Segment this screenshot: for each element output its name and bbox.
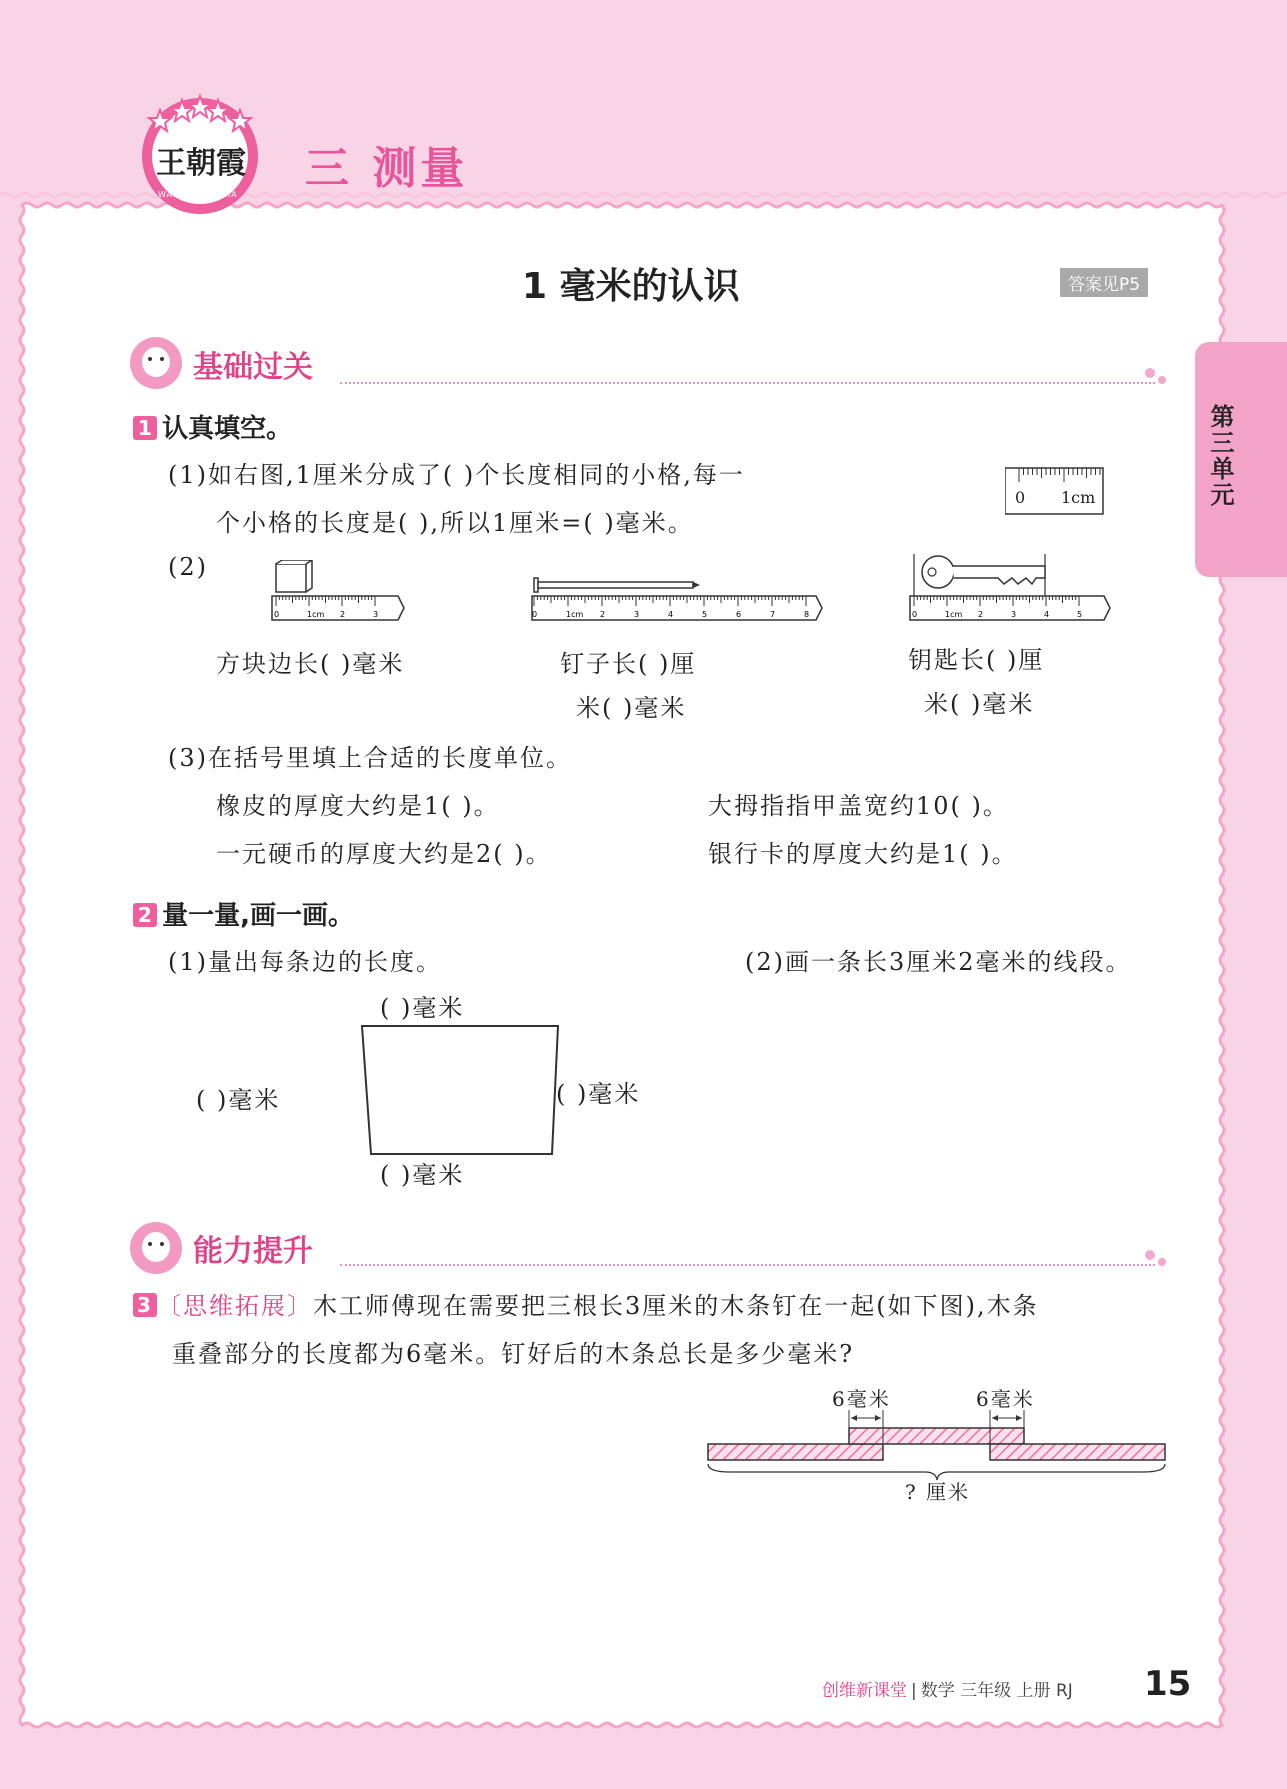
ruler-label: 3 <box>373 610 379 619</box>
section-divider <box>340 382 1155 384</box>
ruler-label: 0 <box>532 610 538 619</box>
logo-ring-text: WANG ZHAO XIA <box>158 190 238 199</box>
decor-dot <box>1145 368 1155 378</box>
ruler-label: 1cm <box>307 610 325 619</box>
section-divider <box>340 1264 1155 1266</box>
ruler-with-block <box>270 560 410 632</box>
q1-part3-title: (3)在括号里填上合适的长度单位。 <box>168 744 572 772</box>
overlap-label-1: 6毫米 <box>832 1387 891 1411</box>
ruler-label: 1cm <box>566 610 584 619</box>
question-3-text-1: 木工师傅现在需要把三根长3厘米的木条钉在一起(如下图),木条 <box>313 1292 1039 1320</box>
footer-subject: 数学 三年级 上册 RJ <box>920 1681 1073 1701</box>
question-tag: 〔思维拓展〕 <box>157 1292 313 1320</box>
ruler-label: 5 <box>702 610 708 619</box>
ruler-diagram-1cm <box>1005 466 1105 518</box>
ruler-label: 4 <box>668 610 674 619</box>
nail-length-line1: 钉子长( )厘 <box>560 650 697 678</box>
question-number: 1 <box>133 416 157 440</box>
ruler-label: 2 <box>340 610 346 619</box>
question-number: 2 <box>133 903 157 927</box>
overlap-label-2: 6毫米 <box>976 1387 1035 1411</box>
nail-length-line2: 米( )毫米 <box>576 694 687 722</box>
q1-part3-d: 银行卡的厚度大约是1( )。 <box>708 840 1018 868</box>
question-title: 认真填空。 <box>162 414 293 444</box>
q1-part2-label: (2) <box>168 553 208 581</box>
trapezoid-top-blank: ( )毫米 <box>380 994 465 1022</box>
block-length-blank: 方块边长( )毫米 <box>216 650 405 678</box>
ruler-label-0: 0 <box>1015 488 1026 507</box>
ruler-with-key <box>908 552 1113 632</box>
section-title-advanced: 能力提升 <box>193 1234 313 1269</box>
ruler-label: 0 <box>912 610 918 619</box>
ruler-label: 5 <box>1077 610 1083 619</box>
question-title: 量一量,画一画。 <box>162 901 354 931</box>
ruler-label: 0 <box>274 610 280 619</box>
trapezoid-left-blank: ( )毫米 <box>196 1086 281 1114</box>
footer-brand: 创维新课堂 <box>822 1681 907 1701</box>
decor-dot <box>1145 1250 1155 1260</box>
trapezoid-figure <box>355 1020 565 1160</box>
mascot-icon <box>130 1222 182 1274</box>
ruler-label: 6 <box>736 610 742 619</box>
question-2-heading <box>133 895 354 932</box>
q1-part3-b: 大拇指指甲盖宽约10( )。 <box>708 792 1009 820</box>
trapezoid-bottom-blank: ( )毫米 <box>380 1161 465 1189</box>
ruler-with-nail <box>530 572 825 632</box>
q2-part2: (2)画一条长3厘米2毫米的线段。 <box>745 948 1132 976</box>
trapezoid-right-blank: ( )毫米 <box>556 1080 641 1108</box>
ruler-label: 4 <box>1044 610 1050 619</box>
q1-part3-c: 一元硬币的厚度大约是2( )。 <box>216 840 552 868</box>
page-number: 15 <box>1144 1664 1192 1704</box>
ruler-label: 7 <box>770 610 776 619</box>
question-3-line1 <box>133 1286 1039 1321</box>
section-title-basic: 基础过关 <box>193 350 313 385</box>
footer-series: 创维新课堂 | 数学 三年级 上册 RJ <box>822 1681 1073 1701</box>
total-length-label: ? 厘米 <box>905 1480 971 1504</box>
brand-logo <box>138 92 263 217</box>
ruler-label: 3 <box>1011 610 1017 619</box>
question-number: 3 <box>133 1293 157 1317</box>
unit-title: 三 测量 <box>305 143 469 194</box>
answer-reference-badge: 答案见P5 <box>1060 268 1148 297</box>
ruler-label: 8 <box>804 610 810 619</box>
question-3-line2: 重叠部分的长度都为6毫米。钉好后的木条总长是多少毫米? <box>172 1340 855 1368</box>
question-1-heading <box>133 408 292 445</box>
q1-part1-line1: (1)如右图,1厘米分成了( )个长度相同的小格,每一 <box>168 461 745 489</box>
logo-text: 王朝霞 <box>156 146 246 181</box>
unit-side-tab[interactable] <box>1195 342 1287 577</box>
lesson-title: 1 毫米的认识 <box>522 266 740 307</box>
decor-dot <box>1158 1258 1166 1266</box>
key-length-line2: 米( )毫米 <box>924 690 1035 718</box>
ruler-label: 3 <box>634 610 640 619</box>
ruler-label-1cm: 1cm <box>1061 488 1096 507</box>
mascot-icon <box>130 337 182 389</box>
q2-part1: (1)量出每条边的长度。 <box>168 948 442 976</box>
side-tab-label: 第三单元 <box>1206 404 1234 508</box>
decor-dot <box>1158 376 1166 384</box>
q1-part1-line2: 个小格的长度是( ),所以1厘米=( )毫米。 <box>216 509 694 537</box>
ruler-label: 1cm <box>945 610 963 619</box>
ruler-label: 2 <box>978 610 984 619</box>
ruler-label: 2 <box>600 610 606 619</box>
key-length-line1: 钥匙长( )厘 <box>908 646 1045 674</box>
q1-part3-a: 橡皮的厚度大约是1( )。 <box>216 792 500 820</box>
